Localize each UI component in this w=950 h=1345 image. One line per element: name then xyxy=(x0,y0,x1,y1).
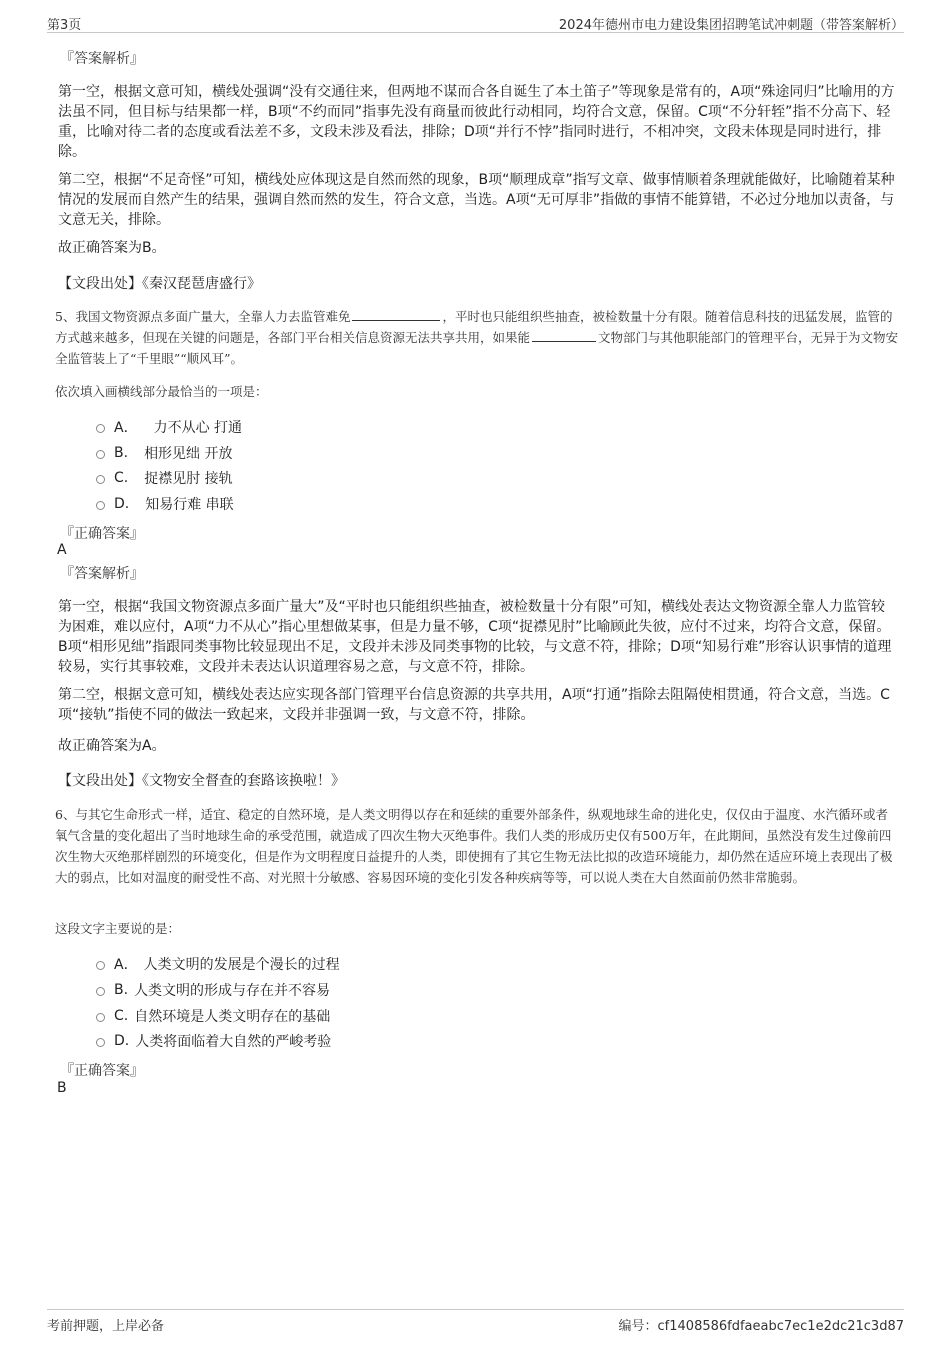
radio-button[interactable] xyxy=(96,1038,105,1047)
radio-button[interactable] xyxy=(96,1013,105,1022)
analysis-paragraph: 第一空，根据文意可知，横线处强调“没有交通往来，但两地不谋而合各自诞生了本土笛子”等现象是常有的，A项“殊途同归”比喻用的方法虽不同，但目标与结果都一样，B项“不约而同”指事先没有商量而彼此行动相同，均符合文意，保留。C项“不分轩轾”指不分高下、轻重，比喻对待二者的态度或看法差不多，文段未涉及看法，排除；D项“并行不悖”指同时进行，不相冲突，文段未体现是同时进行，排除。 xyxy=(58,84,895,160)
option-a[interactable]: A． 力不从心 打通 xyxy=(96,417,242,437)
analysis-paragraph: 第二空，根据“不足奇怪”可知，横线处应体现这是自然而然的现象，B项“顺理成章”指写文章、做事情顺着条理就能做好，比喻随着某种情况的发展而自然产生的结果，强调自然而然的发生，符合文意，当选。A项“无可厚非”指做的事情不能算错，不必过分地加以责备，与文意无关，排除。 xyxy=(58,172,895,228)
question-prompt: 这段文字主要说的是： xyxy=(55,921,181,936)
answer-blank xyxy=(352,309,440,321)
option-b[interactable]: B. 相形见绌 开放 xyxy=(96,443,233,463)
analysis-paragraph: 第一空，根据“我国文物资源点多面广量大”及“平时也只能组织些抽查，被检数量十分有限”可知，横线处表达文物资源全靠人力监管较为困难，难以应付，A项“力不从心”指心里想做某事，但是力量不够，C项“捉襟见肘”比喻顾此失彼，应付不过来，均符合文意，保留。B项“相形见绌”指跟同类事物比较显现出不足，文段并未涉及同类事物的比较，与文意不符，排除；D项“知易行难”形容认识事情的道理较易，实行其事较难，文段并未表达认识道理容易之意，与文意不符，排除。 xyxy=(58,599,892,675)
correct-answer: A xyxy=(57,542,67,558)
option-b[interactable]: B. 人类文明的形成与存在并不容易 xyxy=(96,980,330,1000)
option-d[interactable]: D. 知易行难 串联 xyxy=(96,494,234,514)
radio-button[interactable] xyxy=(96,501,105,510)
conclusion: 故正确答案为B。 xyxy=(58,240,166,256)
radio-button[interactable] xyxy=(96,987,105,996)
analysis-heading: 『答案解析』 xyxy=(60,51,144,67)
option-c[interactable]: C. 捉襟见肘 接轨 xyxy=(96,468,233,488)
page-footer xyxy=(47,1309,904,1336)
radio-button[interactable] xyxy=(96,424,105,433)
radio-button[interactable] xyxy=(96,450,105,459)
document-id: 编号：cf1408586fdfaeabc7ec1e2dc21c3d87 xyxy=(618,1319,904,1334)
analysis-paragraph: 第二空，根据文意可知，横线处表达应实现各部门管理平台信息资源的共享共用，A项“打通”指除去阻隔使相贯通，符合文意，当选。C项“接轨”指使不同的做法一致起来，文段并非强调一致，与文意不符，排除。 xyxy=(58,687,890,723)
document-title: 2024年德州市电力建设集团招聘笔试冲刺题（带答案解析） xyxy=(558,18,904,33)
analysis-heading: 『答案解析』 xyxy=(60,566,144,582)
footer-slogan: 考前押题，上岸必备 xyxy=(47,1319,165,1334)
correct-answer-heading: 『正确答案』 xyxy=(60,1063,144,1079)
page-header xyxy=(47,12,904,33)
source-citation: 【文段出处】《文物安全督查的套路该换啦！》 xyxy=(58,773,345,789)
radio-button[interactable] xyxy=(96,475,105,484)
page-number: 第3页 xyxy=(47,18,82,33)
question-5-text: 5、我国文物资源点多面广量大，全靠人力去监管难免 ，平时也只能组织些抽查，被检数量十分有限。随着信息科技的迅猛发展，监管的方式越来越多，但现在关键的问题是，各部门平台相关信息资源无法共享共用，如果能 文物部门与其他职能部门的管理平台，无异于为文物安全监管装上了“千里眼”“顺风耳”。 xyxy=(55,309,899,366)
option-d[interactable]: D. 人类将面临着大自然的严峻考验 xyxy=(96,1031,331,1051)
answer-blank xyxy=(532,330,596,342)
radio-button[interactable] xyxy=(96,961,105,970)
question-6-text: 6、与其它生命形式一样，适宜、稳定的自然环境，是人类文明得以存在和延续的重要外部条件，纵观地球生命的进化史，仅仅由于温度、水汽循环或者氧气含量的变化超出了当时地球生命的承受范围，就造成了四次生物大灭绝事件。我们人类的形成历史仅有500万年，在此期间，虽然没有发生过像前四次生物大灭绝那样剧烈的环境变化，但是作为文明程度日益提升的人类，即使拥有了其它生物无法比拟的改造环境能力，却仍然在适应环境上表现出了极大的弱点，比如对温度的耐受性不高、对光照十分敏感、容易因环境的变化引发各种疾病等等，可以说人类在大自然面前仍然非常脆弱。 xyxy=(55,807,893,885)
question-prompt: 依次填入画横线部分最恰当的一项是： xyxy=(55,384,268,399)
source-citation: 【文段出处】《秦汉琵琶唐盛行》 xyxy=(58,276,261,292)
conclusion: 故正确答案为A。 xyxy=(58,738,166,754)
option-c[interactable]: C. 自然环境是人类文明存在的基础 xyxy=(96,1006,330,1026)
option-a[interactable]: A． 人类文明的发展是个漫长的过程 xyxy=(96,954,340,974)
correct-answer-heading: 『正确答案』 xyxy=(60,526,144,542)
correct-answer: B xyxy=(57,1080,67,1096)
